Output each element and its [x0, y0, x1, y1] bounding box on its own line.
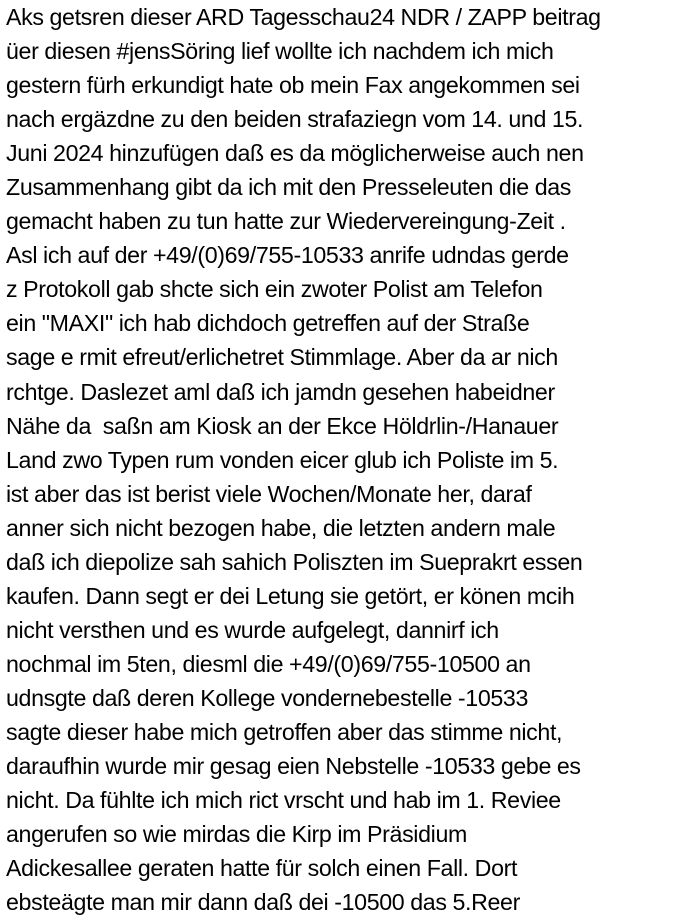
text-line: Zusammenhang gibt da ich mit den Presseleuten die das [6, 174, 572, 201]
text-line: daraufhin wurde mir gesag eien Nebstelle -10533 gebe es [6, 753, 581, 780]
text-line: sagte dieser habe mich getroffen aber das stimme nicht, [6, 718, 563, 745]
text-line: ebsteägte man mir dann daß dei -10500 das 5.Reer [6, 889, 520, 916]
text-line: Nähe da saßn am Kiosk an der Ekce Höldrlin-/Hanauer [6, 412, 559, 439]
text-line: udnsgte daß deren Kollege vondernebestelle -10533 [6, 684, 529, 711]
text-line: Adickesallee geraten hatte für solch einen Fall. Dort [6, 855, 518, 882]
text-line: Land zwo Typen rum vonden eicer glub ich Poliste im 5. [6, 446, 559, 473]
document-text-body [6, 0, 682, 919]
text-line: nochmal im 5ten, diesml die +49/(0)69/755-10500 an [6, 650, 531, 677]
text-line: Asl ich auf der +49/(0)69/755-10533 anrife udndas gerde [6, 242, 569, 269]
text-line: ein "MAXI" ich hab dichdoch getreffen auf der Straße [6, 310, 530, 337]
text-line: daß ich diepolize sah sahich Poliszten im Sueprakrt essen [6, 548, 583, 575]
text-line: kaufen. Dann segt er dei Letung sie getört, er könen mcih [6, 582, 575, 609]
text-line: nicht. Da fühlte ich mich rict vrscht und hab im 1. Reviee [6, 787, 561, 814]
text-line: ist aber das ist berist viele Wochen/Monate her, daraf [6, 480, 532, 507]
text-line: Juni 2024 hinzufügen daß es da möglicherweise auch nen [6, 140, 584, 167]
text-line: nach ergäzdne zu den beiden strafaziegn vom 14. und 15. [6, 106, 584, 133]
text-line: angerufen so wie mirdas die Kirp im Präsidium [6, 821, 467, 848]
text-line: sage e rmit efreut/erlichetret Stimmlage. Aber da ar nich [6, 344, 558, 371]
text-line: rchtge. Daslezet aml daß ich jamdn gesehen habeidner [6, 378, 555, 405]
text-line: z Protokoll gab shcte sich ein zwoter Polist am Telefon [6, 276, 543, 303]
text-line: gestern fürh erkundigt hate ob mein Fax angekommen sei [6, 72, 580, 99]
text-line: gemacht haben zu tun hatte zur Wiedervereingung-Zeit . [6, 208, 566, 235]
text-line: nicht versthen und es wurde aufgelegt, dannirf ich [6, 616, 499, 643]
text-line: Aks getsren dieser ARD Tagesschau24 NDR / ZAPP beitrag [6, 4, 601, 30]
text-line: anner sich nicht bezogen habe, die letzten andern male [6, 514, 556, 541]
text-line: üer diesen #jensSöring lief wollte ich nachdem ich mich [6, 38, 554, 65]
